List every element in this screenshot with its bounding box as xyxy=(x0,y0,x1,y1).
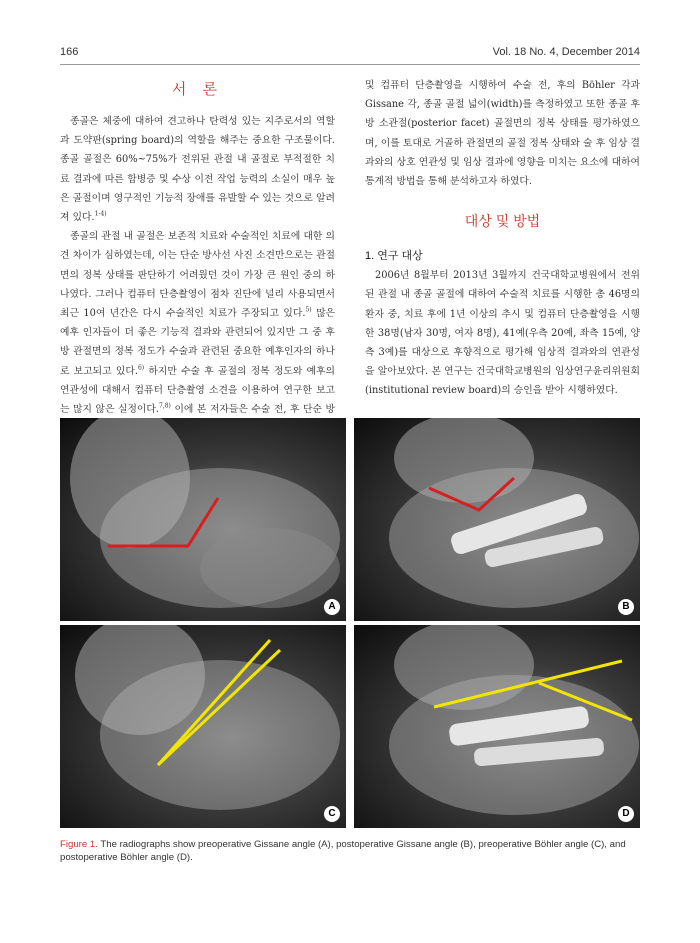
paragraph-3: 및 컴퓨터 단층촬영을 시행하여 수술 전, 후의 Böhler 각과 Gissane 각, 종골 골절 넓이(width)를 측정하였고 또한 종골 후방 소관절(posterior facet) 골절면의 정복 상태를 평가하였으며, 이를 토대로 거골하 관절면의 골절 정복 상태와 술 후 임상 결과와의 상호 연관성 및 임상 결과에 영향을 미치는 요소에 대하여 통계적 방법을 통해 분석하고자 하였다. xyxy=(365,80,640,188)
panel-label-c: C xyxy=(324,806,340,822)
reference: 1-4) xyxy=(94,210,107,218)
running-header xyxy=(60,46,640,62)
radiograph-panel-c xyxy=(60,625,346,828)
radiograph-panel-b xyxy=(354,418,640,621)
section-title-methods: 대상 및 방법 xyxy=(464,213,541,230)
radiograph-image xyxy=(354,418,640,621)
figure-caption-text: The radiographs show preoperative Gissane angle (A), postoperative Gissane angle (B), preoperative Böhler angle (C), and postoperative Böhler angle (D). xyxy=(60,839,626,863)
radiograph-image xyxy=(354,625,640,828)
journal-volume: Vol. 18 No. 4, December 2014 xyxy=(492,46,640,58)
figure-caption xyxy=(60,838,640,864)
paragraph-1: 종골은 체중에 대하여 견고하나 탄력성 있는 지주로서의 역할과 도약판(spring board)의 역할을 해주는 중요한 구조물이다. 종골 골절은 60%~75%가 전위된 관절 내 골절로 부적절한 치료 결과에 따른 합병증 및 수상 이전 작업 능력의 소실이 매우 높은 골절이며 영구적인 기능적 장애를 유발할 수 있는 것으로 알려져 있다.$^{1-4)}$ xyxy=(60,116,335,224)
right-column xyxy=(365,76,640,401)
left-column xyxy=(60,76,335,438)
subsection-title: 1. 연구 대상 xyxy=(365,250,423,263)
page-number: 166 xyxy=(60,46,79,58)
reference: 6) xyxy=(137,364,145,372)
panel-label-d: D xyxy=(618,806,634,822)
radiograph-panel-a xyxy=(60,418,346,621)
section-title-introduction: 서 론 xyxy=(171,81,224,98)
reference: 5) xyxy=(305,306,312,314)
header-rule xyxy=(60,64,640,65)
panel-label-b: B xyxy=(618,599,634,615)
radiograph-image xyxy=(60,625,346,828)
radiograph-panel-d xyxy=(354,625,640,828)
figure-caption-label: Figure 1. xyxy=(60,839,98,850)
paragraph-2: 종골의 관절 내 골절은 보존적 치료와 수술적인 치료에 대한 의견 차이가 심하였는데, 이는 단순 방사선 사진 소견만으로는 관절면의 정복 상태를 판단하기 어려웠던 것이 가장 큰 원인 중의 하나였다. 그러나 컴퓨터 단층촬영이 점차 진단에 널리 사용되면서 최근 10여 년간은 다시 수술적인 치료가 주장되고 있다.$^{5)}$ 많은 예후 인자들이 더 좋은 기능적 결과와 관련되어 있지만 그 중 후방 관절면의 정복 정도가 수술과 관련된 중요한 예후인자의 하나로 보고되고 있다.$^{6)}$ 하지만 수술 후 골절의 정복 정도와 예후의 연관성에 대해서 컴퓨터 단층촬영 소견을 이용하여 연구한 보고는 많지 않은 실정이다.$^{7,8)}$ 이에 본 저자들은 수술 전, 후 단순 방 xyxy=(60,231,335,416)
panel-label-a: A xyxy=(324,599,340,615)
paragraph-4: 2006년 8월부터 2013년 3월까지 건국대학교병원에서 전위된 관절 내 종골 골절에 대하여 수술적 치료를 시행한 총 46명의 환자 중, 치료 후에 1년 이상의 추시 및 컴퓨터 단층촬영을 시행한 38명(남자 30명, 여자 8명), 41예(우측 20예, 좌측 15예, 양측 3예)를 대상으로 후향적으로 평가해 임상적 결과와의 연관성을 알아보았다. 본 연구는 건국대학교병원의 임상연구윤리위원회(institutional review board)의 승인을 받아 시행하였다. xyxy=(365,270,640,397)
radiograph-image xyxy=(60,418,346,621)
reference: 7,8) xyxy=(158,402,171,410)
figure-1 xyxy=(60,418,640,828)
